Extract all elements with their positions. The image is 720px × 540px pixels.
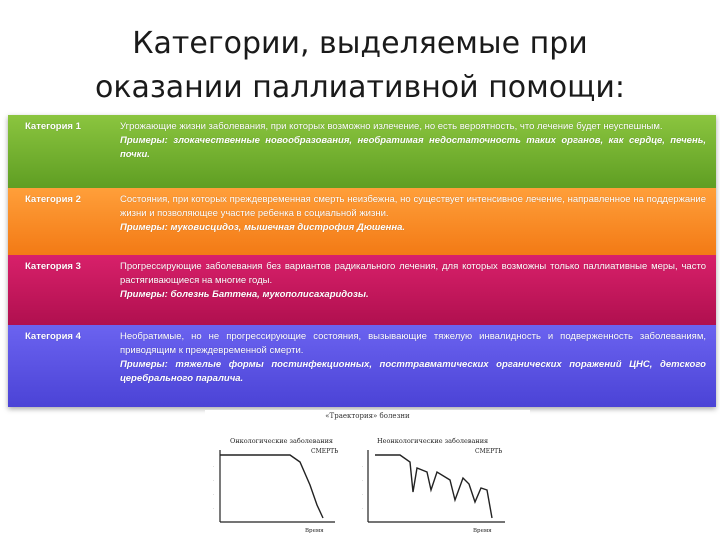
category-row-4 <box>8 325 716 407</box>
svg-text:·: · <box>362 506 364 511</box>
category-label: Категория 4 <box>25 331 81 342</box>
category-example: Примеры: злокачественные новообразования, необратимая недостаточность таких органов, как сердце, печень, почки. <box>120 135 706 160</box>
oncology-trajectory-panel <box>213 437 338 534</box>
non-oncology-panel-title: Неонкологические заболевания <box>377 437 489 445</box>
category-example: Примеры: муковисцидоз, мышечная дистрофия Дюшенна. <box>120 222 406 233</box>
category-text: Прогрессирующие заболевания без вариантов радикального лечения, для которых возможны только паллиативные меры, часто растягивающиеся на многие годы. <box>120 261 706 286</box>
disease-trajectory-figure <box>205 410 530 540</box>
non-oncology-trajectory-panel <box>362 437 505 534</box>
category-text: Угрожающие жизни заболевания, при которых возможно излечение, но есть вероятность, что лечение будет неуспешным. <box>120 121 663 132</box>
left-death-label: СМЕРТЬ <box>311 448 339 455</box>
category-label: Категория 2 <box>25 194 81 205</box>
category-description <box>120 120 706 162</box>
category-description <box>120 193 706 235</box>
left-time-label: Время <box>305 528 324 534</box>
slide-title-line-1: Категории, выделяемые при <box>132 26 588 61</box>
svg-text:·: · <box>213 506 215 511</box>
slide-title-line-2: оказании паллиативной помощи: <box>94 70 626 105</box>
right-death-label: СМЕРТЬ <box>475 448 503 455</box>
svg-text:·: · <box>213 464 215 469</box>
category-description <box>120 330 706 386</box>
svg-text:·: · <box>213 478 215 483</box>
category-text: Необратимые, но не прогрессирующие состояния, вызывающие тяжелую инвалидность и подверженность заболеваниям, приводящим к преждевременной смерти. <box>120 331 706 356</box>
category-description <box>120 260 706 302</box>
svg-text:·: · <box>213 492 215 497</box>
svg-text:·: · <box>362 464 364 469</box>
category-row-1 <box>8 115 716 188</box>
category-text: Состояния, при которых преждевременная смерть неизбежна, но существует интенсивное лечение, направленное на поддержание жизни и позволяющее участие ребенка в социальной жизни. <box>120 194 706 219</box>
right-time-label: Время <box>473 528 492 534</box>
category-example: Примеры: тяжелые формы постинфекционных, посттравматических органических поражений ЦНС, детского церебрального паралича. <box>120 359 706 384</box>
svg-text:·: · <box>362 492 364 497</box>
svg-text:·: · <box>362 478 364 483</box>
right-y-ticks <box>362 464 363 511</box>
category-row-2 <box>8 188 716 255</box>
oncology-panel-title: Онкологические заболевания <box>230 437 334 445</box>
left-y-ticks <box>213 464 214 511</box>
category-label: Категория 3 <box>25 261 81 272</box>
trajectory-graphs <box>205 410 530 540</box>
categories-table <box>8 115 716 407</box>
slide-title <box>40 22 680 110</box>
non-oncology-curve <box>375 455 492 518</box>
category-row-3 <box>8 255 716 325</box>
category-example: Примеры: болезнь Баттена, мукополисахаридозы. <box>120 289 369 300</box>
figure-caption: «Траектория» болезни <box>325 412 410 420</box>
category-label: Категория 1 <box>25 121 81 132</box>
oncology-curve <box>220 455 323 518</box>
